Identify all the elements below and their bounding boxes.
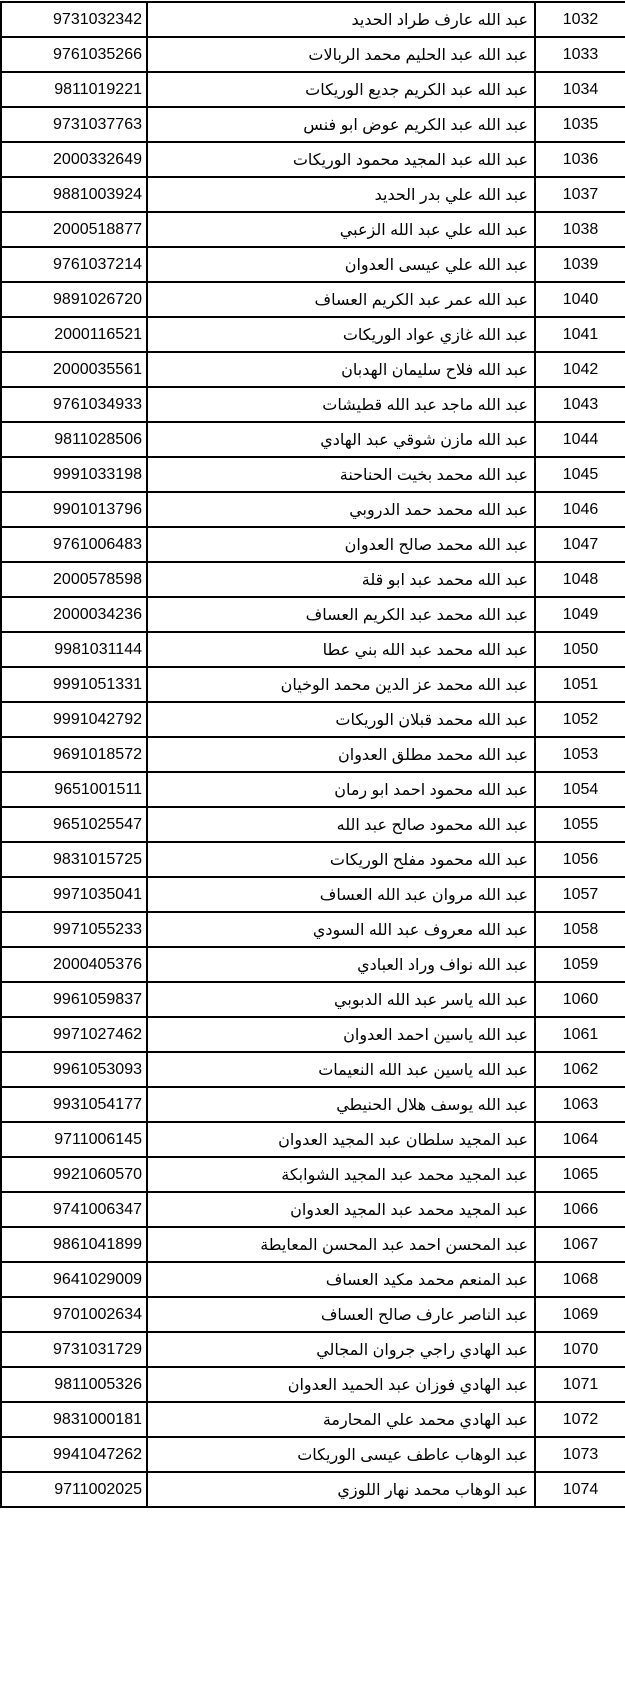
table-row (1, 842, 625, 877)
table-row (1, 1087, 625, 1122)
full-name-cell: عبد الله محمود مفلح الوريكات (147, 842, 535, 877)
serial-number-cell: 1041 (535, 317, 625, 352)
national-id-cell: 9641029009 (1, 1262, 147, 1297)
national-id-cell: 2000034236 (1, 597, 147, 632)
national-id-cell: 2000332649 (1, 142, 147, 177)
full-name-cell: عبد الله علي عبد الله الزعبي (147, 212, 535, 247)
table-row (1, 1472, 625, 1507)
national-id-cell: 9731032342 (1, 2, 147, 37)
national-id-cell: 9731037763 (1, 107, 147, 142)
serial-number-cell: 1043 (535, 387, 625, 422)
serial-number-cell: 1071 (535, 1367, 625, 1402)
serial-number-cell: 1051 (535, 667, 625, 702)
national-id-cell: 9811005326 (1, 1367, 147, 1402)
national-id-cell: 2000116521 (1, 317, 147, 352)
full-name-cell: عبد المجيد سلطان عبد المجيد العدوان (147, 1122, 535, 1157)
national-id-cell: 9651025547 (1, 807, 147, 842)
serial-number-cell: 1073 (535, 1437, 625, 1472)
table-row (1, 1192, 625, 1227)
table-row (1, 177, 625, 212)
national-id-cell: 9761034933 (1, 387, 147, 422)
records-table (0, 1, 625, 1508)
full-name-cell: عبد الله ياسر عبد الله الدبوبي (147, 982, 535, 1017)
table-row (1, 37, 625, 72)
table-row (1, 142, 625, 177)
serial-number-cell: 1050 (535, 632, 625, 667)
serial-number-cell: 1064 (535, 1122, 625, 1157)
serial-number-cell: 1074 (535, 1472, 625, 1507)
national-id-cell: 9861041899 (1, 1227, 147, 1262)
national-id-cell: 9931054177 (1, 1087, 147, 1122)
full-name-cell: عبد الله محمود صالح عبد الله (147, 807, 535, 842)
table-row (1, 1227, 625, 1262)
table-row (1, 667, 625, 702)
full-name-cell: عبد الله ياسين عبد الله النعيمات (147, 1052, 535, 1087)
table-row (1, 352, 625, 387)
serial-number-cell: 1044 (535, 422, 625, 457)
serial-number-cell: 1063 (535, 1087, 625, 1122)
full-name-cell: عبد الله يوسف هلال الحنيطي (147, 1087, 535, 1122)
table-row (1, 597, 625, 632)
table-row (1, 772, 625, 807)
table-row (1, 877, 625, 912)
serial-number-cell: 1061 (535, 1017, 625, 1052)
serial-number-cell: 1040 (535, 282, 625, 317)
national-id-cell: 9921060570 (1, 1157, 147, 1192)
full-name-cell: عبد الناصر عارف صالح العساف (147, 1297, 535, 1332)
table-row (1, 982, 625, 1017)
full-name-cell: عبد الله محمد بخيت الحناحنة (147, 457, 535, 492)
serial-number-cell: 1058 (535, 912, 625, 947)
serial-number-cell: 1052 (535, 702, 625, 737)
serial-number-cell: 1053 (535, 737, 625, 772)
table-row (1, 1017, 625, 1052)
table-row (1, 527, 625, 562)
full-name-cell: عبد المحسن احمد عبد المحسن المعايطة (147, 1227, 535, 1262)
serial-number-cell: 1055 (535, 807, 625, 842)
national-id-cell: 9881003924 (1, 177, 147, 212)
national-id-cell: 9971027462 (1, 1017, 147, 1052)
national-id-cell: 9991051331 (1, 667, 147, 702)
serial-number-cell: 1070 (535, 1332, 625, 1367)
serial-number-cell: 1046 (535, 492, 625, 527)
serial-number-cell: 1068 (535, 1262, 625, 1297)
full-name-cell: عبد الله فلاح سليمان الهدبان (147, 352, 535, 387)
national-id-cell: 9831015725 (1, 842, 147, 877)
table-row (1, 422, 625, 457)
table-row (1, 1367, 625, 1402)
table-row (1, 1402, 625, 1437)
full-name-cell: عبد الله محمد عبد الله بني عطا (147, 632, 535, 667)
full-name-cell: عبد الله نواف وراد العبادي (147, 947, 535, 982)
serial-number-cell: 1065 (535, 1157, 625, 1192)
national-id-cell: 9761035266 (1, 37, 147, 72)
national-id-cell: 9831000181 (1, 1402, 147, 1437)
serial-number-cell: 1049 (535, 597, 625, 632)
full-name-cell: عبد الله ياسين احمد العدوان (147, 1017, 535, 1052)
full-name-cell: عبد الله مروان عبد الله العساف (147, 877, 535, 912)
serial-number-cell: 1042 (535, 352, 625, 387)
full-name-cell: عبد الهادي راجي جروان المجالي (147, 1332, 535, 1367)
serial-number-cell: 1036 (535, 142, 625, 177)
full-name-cell: عبد الله غازي عواد الوريكات (147, 317, 535, 352)
serial-number-cell: 1037 (535, 177, 625, 212)
full-name-cell: عبد الله محمد عز الدين محمد الوخيان (147, 667, 535, 702)
national-id-cell: 9961053093 (1, 1052, 147, 1087)
national-id-cell: 9711006145 (1, 1122, 147, 1157)
serial-number-cell: 1047 (535, 527, 625, 562)
full-name-cell: عبد الله ماجد عبد الله قطيشات (147, 387, 535, 422)
serial-number-cell: 1032 (535, 2, 625, 37)
serial-number-cell: 1054 (535, 772, 625, 807)
serial-number-cell: 1066 (535, 1192, 625, 1227)
serial-number-cell: 1038 (535, 212, 625, 247)
table-row (1, 1052, 625, 1087)
table-row (1, 1262, 625, 1297)
table-row (1, 247, 625, 282)
table-row (1, 632, 625, 667)
table-row (1, 737, 625, 772)
national-id-cell: 9731031729 (1, 1332, 147, 1367)
full-name-cell: عبد الله محمد قبلان الوريكات (147, 702, 535, 737)
table-row (1, 282, 625, 317)
national-id-cell: 9981031144 (1, 632, 147, 667)
national-id-cell: 9991042792 (1, 702, 147, 737)
full-name-cell: عبد المجيد محمد عبد المجيد الشوابكة (147, 1157, 535, 1192)
serial-number-cell: 1059 (535, 947, 625, 982)
table-row (1, 212, 625, 247)
national-id-cell: 9811028506 (1, 422, 147, 457)
national-id-cell: 2000035561 (1, 352, 147, 387)
national-id-cell: 9711002025 (1, 1472, 147, 1507)
serial-number-cell: 1062 (535, 1052, 625, 1087)
table-row (1, 317, 625, 352)
table-row (1, 947, 625, 982)
serial-number-cell: 1057 (535, 877, 625, 912)
national-id-cell: 9971055233 (1, 912, 147, 947)
serial-number-cell: 1048 (535, 562, 625, 597)
records-table-body (1, 2, 625, 1507)
national-id-cell: 2000518877 (1, 212, 147, 247)
serial-number-cell: 1039 (535, 247, 625, 282)
full-name-cell: عبد الله عبد الحليم محمد الربالات (147, 37, 535, 72)
national-id-cell: 2000405376 (1, 947, 147, 982)
serial-number-cell: 1035 (535, 107, 625, 142)
table-row (1, 387, 625, 422)
serial-number-cell: 1045 (535, 457, 625, 492)
full-name-cell: عبد الله معروف عبد الله السودي (147, 912, 535, 947)
full-name-cell: عبد الوهاب محمد نهار اللوزي (147, 1472, 535, 1507)
full-name-cell: عبد الله محمد صالح العدوان (147, 527, 535, 562)
table-row (1, 457, 625, 492)
full-name-cell: عبد الله علي عيسى العدوان (147, 247, 535, 282)
table-row (1, 912, 625, 947)
serial-number-cell: 1034 (535, 72, 625, 107)
national-id-cell: 9761006483 (1, 527, 147, 562)
national-id-cell: 9901013796 (1, 492, 147, 527)
full-name-cell: عبد الله عبد المجيد محمود الوريكات (147, 142, 535, 177)
full-name-cell: عبد الله علي بدر الحديد (147, 177, 535, 212)
table-row (1, 1332, 625, 1367)
table-row (1, 1122, 625, 1157)
table-row (1, 1157, 625, 1192)
table-row (1, 562, 625, 597)
table-row (1, 492, 625, 527)
table-row (1, 807, 625, 842)
national-id-cell: 9941047262 (1, 1437, 147, 1472)
serial-number-cell: 1033 (535, 37, 625, 72)
records-sheet (0, 1, 625, 1696)
full-name-cell: عبد الله مازن شوقي عبد الهادي (147, 422, 535, 457)
national-id-cell: 9741006347 (1, 1192, 147, 1227)
national-id-cell: 9991033198 (1, 457, 147, 492)
serial-number-cell: 1056 (535, 842, 625, 877)
table-row (1, 2, 625, 37)
full-name-cell: عبد الله عبد الكريم جديع الوريكات (147, 72, 535, 107)
full-name-cell: عبد الله محمود احمد ابو رمان (147, 772, 535, 807)
serial-number-cell: 1067 (535, 1227, 625, 1262)
serial-number-cell: 1072 (535, 1402, 625, 1437)
national-id-cell: 9891026720 (1, 282, 147, 317)
national-id-cell: 9701002634 (1, 1297, 147, 1332)
national-id-cell: 9971035041 (1, 877, 147, 912)
full-name-cell: عبد الله عارف طراد الحديد (147, 2, 535, 37)
full-name-cell: عبد الهادي فوزان عبد الحميد العدوان (147, 1367, 535, 1402)
serial-number-cell: 1069 (535, 1297, 625, 1332)
full-name-cell: عبد الله محمد عبد ابو قلة (147, 562, 535, 597)
serial-number-cell: 1060 (535, 982, 625, 1017)
table-row (1, 72, 625, 107)
national-id-cell: 9691018572 (1, 737, 147, 772)
table-row (1, 702, 625, 737)
table-row (1, 1437, 625, 1472)
national-id-cell: 9651001511 (1, 772, 147, 807)
full-name-cell: عبد المجيد محمد عبد المجيد العدوان (147, 1192, 535, 1227)
national-id-cell: 9961059837 (1, 982, 147, 1017)
full-name-cell: عبد الله محمد مطلق العدوان (147, 737, 535, 772)
national-id-cell: 2000578598 (1, 562, 147, 597)
national-id-cell: 9761037214 (1, 247, 147, 282)
full-name-cell: عبد المنعم محمد مكيد العساف (147, 1262, 535, 1297)
full-name-cell: عبد الهادي محمد علي المحارمة (147, 1402, 535, 1437)
national-id-cell: 9811019221 (1, 72, 147, 107)
full-name-cell: عبد الوهاب عاطف عيسى الوريكات (147, 1437, 535, 1472)
table-row (1, 107, 625, 142)
full-name-cell: عبد الله عمر عبد الكريم العساف (147, 282, 535, 317)
full-name-cell: عبد الله محمد عبد الكريم العساف (147, 597, 535, 632)
table-row (1, 1297, 625, 1332)
full-name-cell: عبد الله محمد حمد الدروبي (147, 492, 535, 527)
full-name-cell: عبد الله عبد الكريم عوض ابو فنس (147, 107, 535, 142)
